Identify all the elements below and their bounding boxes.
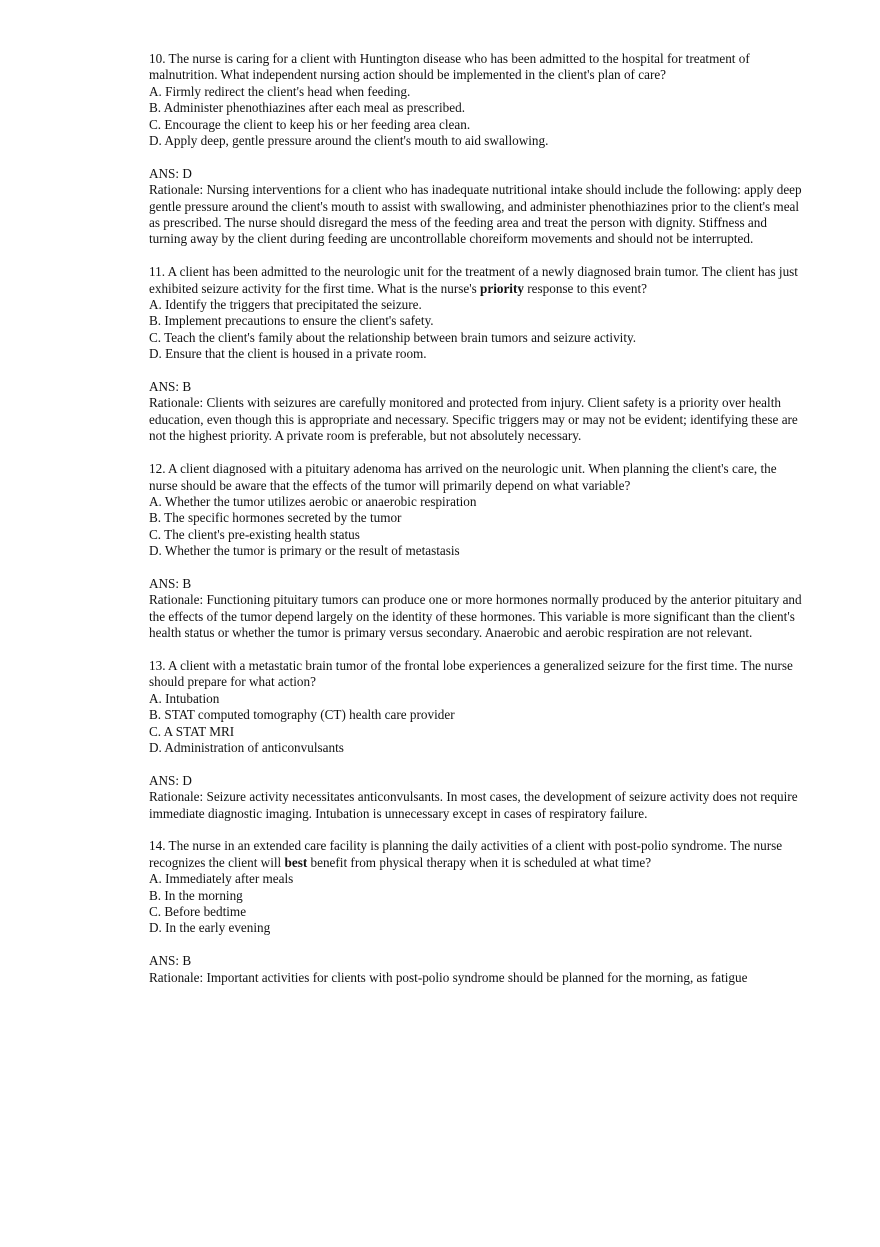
question-13 [149, 658, 805, 822]
option-c: C. The client's pre-existing health status [149, 526, 360, 542]
option-a: A. Identify the triggers that precipitated the seizure. [149, 297, 422, 313]
rationale-text: Rationale: Seizure activity necessitates anticonvulsants. In most cases, the development of seizure activity does not require immediate diagnostic imaging. Intubation is unnecessary except in cases of respiratory failure. [149, 789, 798, 821]
question-stem: 10. The nurse is caring for a client with Huntington disease who has been admitted to the hospital for treatment of malnutrition. What independent nursing action should be implemented in the client's plan of care? [149, 51, 750, 83]
stem-text: benefit from physical therapy when it is scheduled at what time? [307, 854, 652, 870]
option-a: A. Whether the tumor utilizes aerobic or anaerobic respiration [149, 493, 477, 509]
option-a: A. Intubation [149, 690, 220, 706]
answer-key: ANS: D [149, 772, 192, 788]
stem-emphasis: best [284, 854, 308, 870]
option-c: C. A STAT MRI [149, 723, 235, 739]
rationale-text: Rationale: Important activities for clients with post-polio syndrome should be planned for the morning, as fatigue [149, 969, 748, 985]
question-stem: 13. A client with a metastatic brain tumor of the frontal lobe experiences a generalized seizure for the first time. The nurse should prepare for what action? [149, 657, 793, 690]
option-b: B. Implement precautions to ensure the client's safety. [149, 313, 434, 329]
option-b: B. In the morning [149, 887, 243, 903]
question-stem: 12. A client diagnosed with a pituitary adenoma has arrived on the neurologic unit. When planning the client's care, the nurse should be aware that the effects of the tumor will primarily depend on what variable? [149, 461, 777, 493]
question-stem [149, 264, 805, 297]
stem-text: 11. A client has been admitted to the neurologic unit for the treatment of a newly diagnosed brain tumor. The client has just exhibited seizure activity for the first time. What is the nurse's [149, 264, 798, 296]
stem-text: 14. The nurse in an extended care facility is planning the daily activities of a client with post-polio syndrome. The nurse recognizes the client will [149, 838, 783, 870]
option-b: B. The specific hormones secreted by the tumor [149, 510, 402, 526]
option-d: D. In the early evening [149, 920, 271, 936]
option-d: D. Whether the tumor is primary or the result of metastasis [149, 543, 460, 559]
stem-emphasis: priority [480, 280, 524, 296]
answer-key: ANS: B [149, 575, 192, 591]
option-a: A. Immediately after meals [149, 871, 294, 887]
answer-options [149, 84, 805, 150]
question-12 [149, 461, 805, 641]
rationale-text: Rationale: Nursing interventions for a client who has inadequate nutritional intake should include the following: apply deep gentle pressure around the client's mouth to assist with swallowing, and administer phenothiazines prior to the client's meal as prescribed. The nurse should disregard the mess of the feeding area and treat the person with dignity. Stiffness and turning away by the client during feeding are uncontrollable choreiform movements and should not be interrupted. [149, 182, 802, 247]
answer-options [149, 691, 805, 757]
question-14 [149, 838, 805, 986]
option-c: C. Encourage the client to keep his or her feeding area clean. [149, 116, 471, 132]
answer-options [149, 871, 805, 937]
answer-key: ANS: B [149, 379, 192, 395]
answer-options [149, 494, 805, 560]
option-d: D. Ensure that the client is housed in a private room. [149, 346, 427, 362]
option-b: B. STAT computed tomography (CT) health care provider [149, 707, 455, 723]
answer-options [149, 297, 805, 363]
document-page [149, 51, 805, 1002]
question-stem [149, 838, 805, 871]
option-c: C. Teach the client's family about the relationship between brain tumors and seizure activity. [149, 329, 637, 345]
question-11 [149, 264, 805, 444]
answer-key: ANS: D [149, 165, 192, 181]
rationale-text: Rationale: Functioning pituitary tumors can produce one or more hormones normally produced by the anterior pituitary and the effects of the tumor depend largely on the identity of these hormones. This variable is more significant than the client's health status or whether the tumor is primary versus secondary. Anaerobic and aerobic respiration are not relevant. [149, 592, 802, 641]
option-c: C. Before bedtime [149, 904, 247, 919]
option-d: D. Administration of anticonvulsants [149, 739, 344, 755]
option-d: D. Apply deep, gentle pressure around the client's mouth to aid swallowing. [149, 133, 549, 149]
question-10 [149, 51, 805, 248]
option-a: A. Firmly redirect the client's head when feeding. [149, 83, 411, 99]
stem-text: response to this event? [523, 280, 648, 296]
rationale-text: Rationale: Clients with seizures are carefully monitored and protected from injury. Client safety is a priority over health education, even though this is appropriate and necessary. Specific triggers may or may not be evident; identifying these are not the highest priority. A private room is preferable, but not absolutely necessary. [149, 395, 798, 444]
answer-key: ANS: B [149, 953, 192, 969]
option-b: B. Administer phenothiazines after each meal as prescribed. [149, 100, 466, 116]
